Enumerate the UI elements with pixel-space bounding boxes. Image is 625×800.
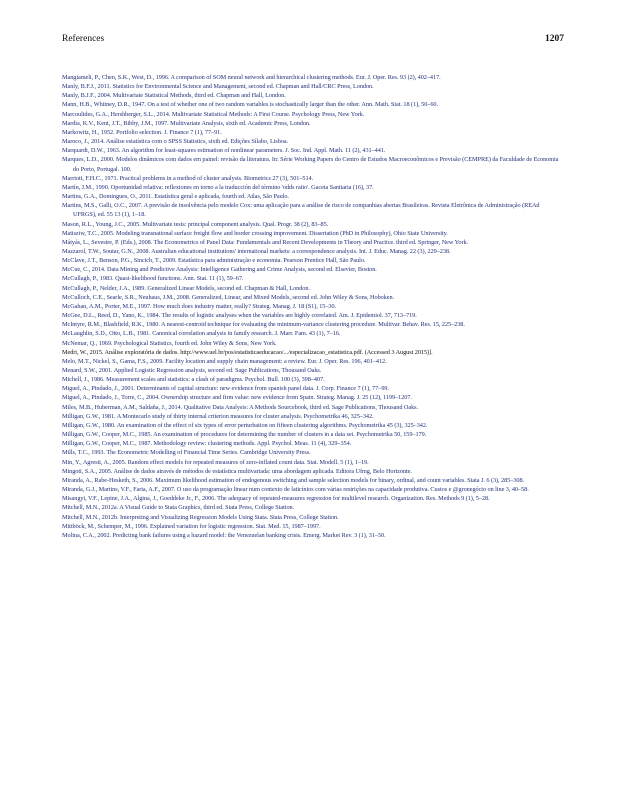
reference-entry: Melo, M.T., Nickel, S., Gama, F.S., 2009. Facility location and supply chain management: a review. Eur. J. Oper. Res. 196, 401–412.	[62, 357, 387, 365]
reference-entry: Miguel, A., Pindado, J., Torre, C., 2004. Ownership structure and firm value: new evidence from Spain. Strateg. Manag. J. 25 (12), 1199–1207.	[62, 394, 412, 402]
reference-entry: Mitchell, M.N., 2012a. A Visual Guide to Stata Graphics, third ed. Stata Press, College Station.	[62, 504, 295, 512]
reference-entry: Michell, J., 1986. Measurement scales and statistics: a clash of paradigms. Psychol. Bull. 100 (3), 398–407.	[62, 376, 325, 384]
reference-entry: McGee, D.L., Reed, D., Yano, K., 1984. The results of logistic analyses when the variables are highly correlated. Am. J. Epidemiol. 37, 713–719.	[62, 312, 417, 320]
reference-entry: Martins, G.A., Domingues, O., 2011. Estatística geral e aplicada, fourth ed. Atlas, São Paulo.	[62, 193, 289, 201]
reference-entry: McCue, C., 2014. Data Mining and Predictive Analysis: Intelligence Gathering and Crime Analysis, second ed. Elsevier, Boston.	[62, 266, 377, 274]
reference-entry: Mann, H.B., Whitney, D.R., 1947. On a test of whether one of two random variables is stochastically larger than the other. Ann. Math. Stat. 18 (1), 50–60.	[62, 101, 438, 109]
reference-entry: Mátyás, L., Sevestre, P. (Eds.), 2008. The Econometrics of Panel Data: Fundamentals and Recent Developments in Theory and Practice. third ed. Springer, New York.	[62, 238, 469, 246]
reference-entry: Milligan, G.W., 1981. A Montecarlo study of thirty internal criterion measures for cluster analysis. Psychometrika 46, 325–342.	[62, 412, 374, 420]
reference-entry: Marcoulides, G.A., Hershberger, S.L., 2014. Multivariate Statistical Methods: A First Course. Psychology Press, New York.	[62, 110, 365, 118]
reference-entry: Misangyi, V.F., Lepine, J.A., Algina, J., Goeddeke Jr., F., 2006. The adequacy of repeated-measures regression for multilevel research. Organization. Res. Methods 9 (1), 5–28.	[62, 495, 490, 503]
reference-entry: Maroco, J., 2014. Análise estatística com o SPSS Statistics, sixth ed. Edições Sílabo, Lisboa.	[62, 138, 289, 146]
reference-entry: Mazzarol, T.W., Soutar, G.N., 2008. Australian educational institutions' international markets: a correspondence analysis. Int. J. Educ. Manag. 22 (3), 229–238.	[62, 247, 451, 255]
reference-entry: Milligan, G.W., 1980. An examination of the effect of six types of error perturbation on fifteen clustering algorithms. Psychometrika 45 (3), 325–342.	[62, 421, 428, 429]
reference-entry: Molina, C.A., 2002. Predicting bank failures using a hazard model: the Venezuelan banking crisis. Emerg. Market Rev. 3 (1), 31–50.	[62, 531, 386, 539]
reference-entry: Medri, W., 2015. Análise exploratória de dados. http://www.uel.br/pos/estatisticaeducacao/.../especializacao_estatistica.pdf. (Accessed 3 August 2015)].	[62, 348, 433, 356]
reference-entry: Marquardt, D.W., 1963. An algorithm for least-squares estimation of nonlinear parameters. J. Soc. Ind. Appl. Math. 11 (2), 431–441.	[62, 147, 386, 155]
header-title: References	[62, 34, 105, 44]
running-header	[62, 34, 564, 48]
reference-entry: Martín, J.M., 1990. Oportunidad relativa: reflexiones en torno a la traducción del término 'odds ratio'. Gaceta Sanitaria (16), 37.	[62, 183, 374, 191]
reference-entry: McCulloch, C.E., Searle, S.R., Neuhaus, J.M., 2008. Generalized, Linear, and Mixed Models, second ed. John Wiley & Sons, Hoboken.	[62, 293, 395, 301]
reference-entry: Milligan, G.W., Cooper, M.C., 1987. Methodology review: clustering methods. Appl. Psychol. Meas. 11 (4), 329–354.	[62, 440, 352, 448]
reference-entry: McIntyre, R.M., Blashfield, R.K., 1980. A nearest-centroid technique for evaluating the minimum-variance clustering procedure. Multivar. Behav. Res. 15, 225–238.	[62, 321, 465, 329]
reference-entry: Milligan, G.W., Cooper, M.C., 1985. An examination of procedures for determining the number of clusters in a data set. Psychometrika 50, 159–179.	[62, 431, 427, 439]
reference-list	[62, 73, 564, 540]
page-number: 1207	[545, 34, 564, 44]
reference-entry: Martins, M.S., Galli, O.C., 2007. A previsão de insolvência pelo modelo Cox: uma aplicação para a análise de risco de companhias abertas Brasileiras. Revista Eletrônica de Administração (REAd UFRGS), ed. 55 13 (1), 1–18.	[62, 202, 540, 219]
reference-entry: Miles, M.B., Huberman, A.M., Saldaña, J., 2014. Qualitative Data Analysis: A Methods Sourcebook, third ed. Sage Publications, Thousand Oaks.	[62, 403, 419, 411]
reference-entry: Marriott, F.H.C., 1971. Practical problems in a method of cluster analysis. Biometrics 27 (3), 501–514.	[62, 174, 314, 182]
reference-entry: McCullagh, P., 1983. Quasi-likelihood functions. Ann. Stat. 11 (1), 59–67.	[62, 275, 244, 283]
reference-entry: Mitchell, M.N., 2012b. Interpreting and Visualizing Regression Models Using Stata. Stata Press, College Station.	[62, 513, 339, 521]
reference-entry: McClave, J.T., Benson, P.G., Sincich, T., 2009. Estatística para administração e economia. Pearson Prentice Hall, São Paulo.	[62, 257, 366, 265]
reference-entry: Mingoti, S.A., 2005. Análise de dados através de métodos de estatística multivariada: uma abordagem aplicada. Editora Ufmg, Belo Horizonte.	[62, 467, 412, 475]
reference-entry: Mason, R.L., Young, J.C., 2005. Multivariate tests: principal component analysis. Qual. Progr. 38 (2), 83–85.	[62, 220, 329, 228]
reference-entry: Mardia, K.V., Kent, J.T., Bibby, J.M., 1997. Multivariate Analysis, sixth ed. Academic Press, London.	[62, 119, 311, 127]
reference-entry: Miguel, A., Pindado, J., 2001. Determinants of capital structure: new evidence from spanish panel data. J. Corp. Finance 7 (1), 77–99.	[62, 385, 389, 393]
reference-entry: Matisziw, T.C., 2005. Modeling transnational surface freight flow and border crossing improvement. Dissertation (PhD in Philosophy), Ohio State University.	[62, 229, 448, 237]
reference-entry: Manly, B.J.F., 2004. Multivariate Statistical Methods, third ed. Chapman and Hall, London.	[62, 92, 286, 100]
reference-entry: McGahan, A.M., Porter, M.E., 1997. How much does industry matter, really? Strateg. Manag. J. 18 (S1), 15–30.	[62, 302, 337, 310]
reference-entry: Menard, S.W., 2001. Applied Logistic Regression analysis, second ed. Sage Publications, Thousand Oaks.	[62, 367, 322, 374]
reference-entry: Mangiameli, P., Chen, S.K., West, D., 1996. A comparison of SOM neural network and hierarchical clustering methods. Eur. J. Oper. Res. 93 (2), 402–417.	[62, 74, 441, 81]
reference-entry: Mills, T.C., 1993. The Econometric Modelling of Financial Time Series. Cambridge University Press.	[62, 449, 311, 457]
reference-entry: McCullagh, P., Nelder, J.A., 1989. Generalized Linear Models, second ed. Chapman & Hall, London.	[62, 284, 310, 292]
reference-entry: McNemar, Q., 1969. Psychological Statistics, fourth ed. John Wiley & Sons, New York.	[62, 339, 277, 347]
reference-entry: Manly, B.F.J., 2011. Statistics for Environmental Science and Management, second ed. Chapman and Hall/CRC Press, London.	[62, 83, 374, 91]
reference-entry: McLaughlin, S.D., Otto, L.B., 1981. Canonical correlation analysis in family research. J. Marr. Fam. 43 (1), 7–16.	[62, 330, 341, 338]
reference-entry: Mittböck, M., Schemper, M., 1996. Explained variation for logistic regression. Stat. Med. 15, 1987–1997.	[62, 522, 321, 530]
reference-entry: Miranda, G.J., Martins, V.F., Faria, A.F., 2007. O uso da programação linear num contexto de laticínios com várias restrições na capacidade produtiva. Custos e @gronegócio on line 3, 40–58.	[62, 486, 529, 494]
reference-entry: Markowitz, H., 1952. Portfolio selection. J. Finance 7 (1), 77–91.	[62, 128, 222, 136]
reference-entry: Miranda, A., Rabe-Hesketh, S., 2006. Maximum likelihood estimation of endogenous switching and sample selection models for binary, ordinal, and count variables. Stata J. 6 (3), 285–308.	[62, 476, 525, 484]
reference-entry: Marques, L.D., 2000. Modelos dinâmicos com dados em painel: revisão da literatura. In: Série Working Papers do Centro de Estudos Macroeconômicos e Previsão (CEMPRE) da Faculdade de Economia do Porto, Portugal. 100.	[62, 156, 559, 173]
reference-entry: Min, Y., Agresti, A., 2005. Random effect models for repeated measures of zero-inflated count data. Stat. Modell. 5 (1), 1–19.	[62, 458, 369, 466]
